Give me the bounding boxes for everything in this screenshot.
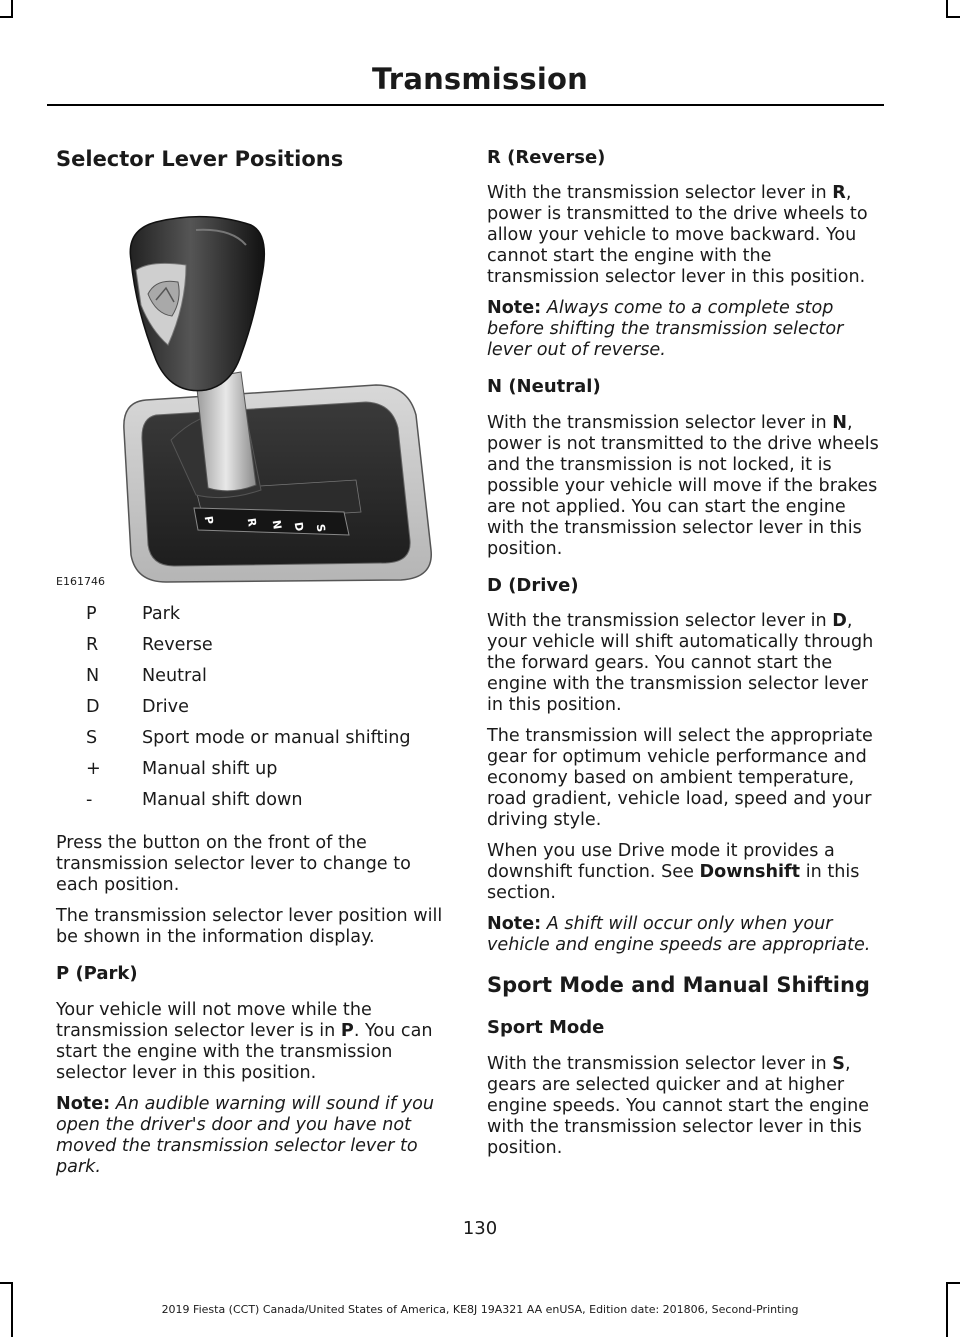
bold-run: P xyxy=(340,1020,354,1041)
park-paragraph xyxy=(56,1000,451,1084)
legend-text: Sport mode or manual shifting xyxy=(142,728,411,749)
selector-lever-figure xyxy=(56,190,451,590)
text-run: When you use Drive mode it provides a downshift function. See xyxy=(487,841,835,883)
crop-mark-top-left-h xyxy=(0,16,13,18)
left-column xyxy=(56,146,451,1188)
neutral-paragraph xyxy=(487,413,882,560)
gate-letter-r: R xyxy=(244,517,259,528)
gate-letter-p: P xyxy=(201,515,216,526)
bold-run: R xyxy=(832,183,846,204)
text-run: , gears are selected quicker and at higher engine speeds. You cannot start the engine with the transmission selector lever in this position. xyxy=(487,1053,870,1158)
legend-row xyxy=(86,635,411,666)
drive-paragraph-2: The transmission will select the appropriate gear for optimum vehicle performance and economy based on ambient temperature, road gradient, vehicle load, speed and your driving style. xyxy=(487,726,873,831)
legend-key: R xyxy=(86,635,99,656)
section-heading-selector-lever: Selector Lever Positions xyxy=(56,147,344,171)
park-note xyxy=(56,1094,451,1178)
legend-row xyxy=(86,666,411,697)
legend-key: + xyxy=(86,759,101,780)
legend-text: Neutral xyxy=(142,666,207,687)
crop-mark-bottom-right-h xyxy=(946,1282,960,1284)
note-text: A shift will occur only when your vehicle and engine speeds are appropriate. xyxy=(487,914,871,956)
downshift-reference: Downshift xyxy=(699,862,801,883)
position-legend xyxy=(86,604,411,821)
paragraph: Press the button on the front of the transmission selector lever to change to each position. xyxy=(56,833,411,896)
legend-text: Park xyxy=(142,604,181,625)
neutral-heading: N (Neutral) xyxy=(487,376,601,398)
legend-text: Manual shift up xyxy=(142,759,278,780)
legend-row xyxy=(86,604,411,635)
header-divider xyxy=(47,104,884,106)
text-run: . You can start the engine with the transmission selector lever in this position. xyxy=(56,1020,433,1083)
legend-key: - xyxy=(86,790,93,811)
legend-text: Reverse xyxy=(142,635,213,656)
sport-paragraph xyxy=(487,1054,882,1159)
legend-row xyxy=(86,790,411,821)
note-label: Note: xyxy=(56,1093,111,1114)
legend-text: Drive xyxy=(142,697,189,718)
gear-shifter-illustration xyxy=(56,190,451,590)
bold-run: S xyxy=(832,1053,845,1074)
bold-run: N xyxy=(832,412,847,433)
text-run: With the transmission selector lever in xyxy=(487,183,833,204)
page-title: Transmission xyxy=(372,62,588,96)
edition-footer: 2019 Fiesta (CCT) Canada/United States of America, KE8J 19A321 AA enUSA, Edition date: 201806, Second-Printing xyxy=(161,1303,799,1316)
text-run: , power is transmitted to the drive wheels to allow your vehicle to move backward. You cannot start the engine with the transmission selector lever in this position. xyxy=(487,183,868,288)
reverse-note xyxy=(487,298,882,361)
legend-key: S xyxy=(86,728,98,749)
note-label: Note: xyxy=(487,914,542,935)
text-run: , your vehicle will shift automatically through the forward gears. You cannot start the engine with the transmission selector lever in this position. xyxy=(487,611,874,716)
text-run: Your vehicle will not move while the transmission selector lever is in xyxy=(56,999,372,1041)
gate-letter-n: N xyxy=(269,519,284,531)
legend-row xyxy=(86,697,411,728)
crop-mark-bottom-left-h xyxy=(0,1282,13,1284)
crop-mark-top-right-h xyxy=(946,16,960,18)
drive-note xyxy=(487,914,882,956)
legend-text: Manual shift down xyxy=(142,790,303,811)
text-run: , power is not transmitted to the drive wheels and the transmission is not locked, it is possible your vehicle will move if the brakes are not applied. You can start the engine with the transmission selector lever in this position. xyxy=(487,412,879,559)
right-column xyxy=(487,146,882,1169)
reverse-heading: R (Reverse) xyxy=(487,147,606,168)
legend-row xyxy=(86,759,411,790)
drive-paragraph-3 xyxy=(487,841,882,904)
text-run: With the transmission selector lever in xyxy=(487,611,833,632)
drive-heading: D (Drive) xyxy=(487,574,579,596)
sport-section-heading: Sport Mode and Manual Shifting xyxy=(487,973,870,998)
text-run: in this section. xyxy=(487,862,860,904)
text-run: With the transmission selector lever in xyxy=(487,1053,833,1074)
park-heading: P (Park) xyxy=(56,963,138,985)
legend-key: P xyxy=(86,604,97,625)
reverse-paragraph xyxy=(487,183,882,288)
gate-letter-s: S xyxy=(313,523,328,534)
paragraph: The transmission selector lever position will be shown in the information display. xyxy=(56,906,443,948)
sport-mode-heading: Sport Mode xyxy=(487,1017,605,1039)
figure-id: E161746 xyxy=(56,575,105,589)
gate-letter-d: D xyxy=(291,521,306,533)
legend-key: D xyxy=(86,697,100,718)
note-text: Always come to a complete stop before shifting the transmission selector lever out of reverse. xyxy=(487,298,844,361)
note-label: Note: xyxy=(487,298,542,319)
note-text: An audible warning will sound if you open the driver's door and you have not moved the transmission selector lever to park. xyxy=(56,1093,435,1177)
page-number: 130 xyxy=(462,1218,498,1239)
bold-run: D xyxy=(832,611,847,632)
drive-paragraph xyxy=(487,611,882,716)
legend-key: N xyxy=(86,666,100,687)
text-run: With the transmission selector lever in xyxy=(487,412,833,433)
legend-row xyxy=(86,728,411,759)
